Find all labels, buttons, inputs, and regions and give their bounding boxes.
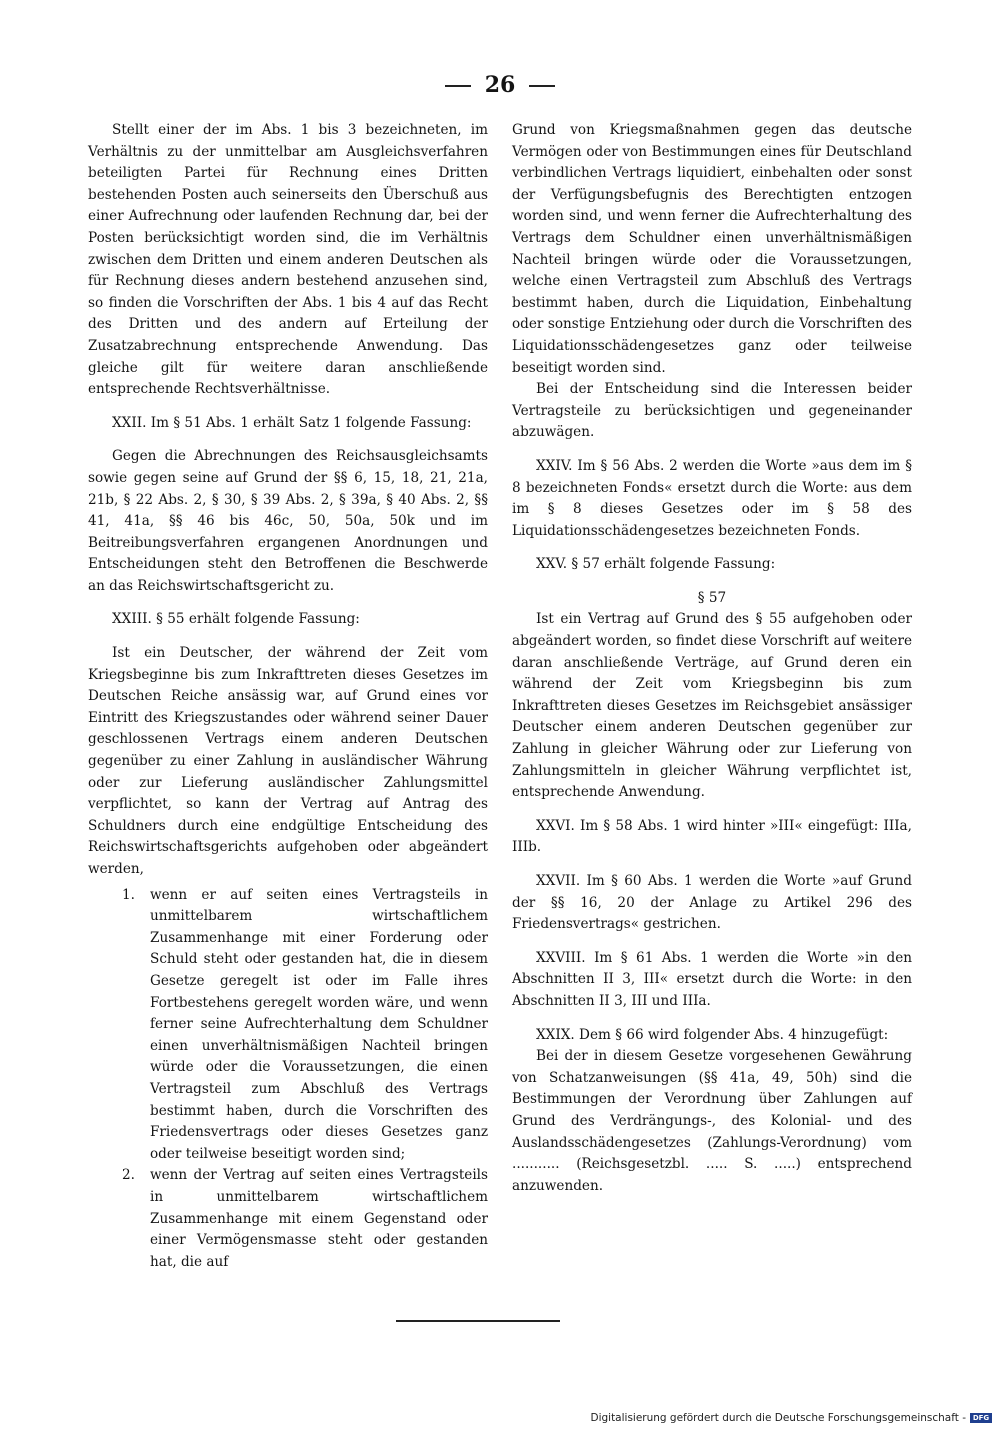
left-paragraph-1: Stellt einer der im Abs. 1 bis 3 bezeichneten, im Verhältnis zu der unmittelbar am Ausgleichsverfahren beteiligten Partei für Rechnung eines Dritten bestehenden Posten auch seinerseits den Überschuß aus einer Aufrechnung oder laufenden Rechnung dar, bei der Posten berücksichtigt worden sind, die im Verhältnis zwischen dem Dritten und einem anderen Deutschen als für Rechnung dieses andern bestehend anzusehen sind, so finden die Vorschriften der Abs. 1 bis 4 auf das Recht des Dritten und des andern auf Erteilung der Zusatzabrechnung entsprechende Anwendung. Das gleiche gilt für weitere daran anschließende entsprechende Rechtsverhältnisse. — [88, 122, 488, 398]
section-xxvii: XXVII. Im § 60 Abs. 1 werden die Worte »auf Grund der §§ 16, 20 der Anlage zu Artikel 296 des Friedensvertrags« gestrichen. — [512, 873, 912, 933]
section-xxix-heading: XXIX. Dem § 66 wird folgender Abs. 4 hinzugefügt: — [536, 1026, 889, 1043]
digitization-footer — [560, 1412, 992, 1424]
page-number-value: 26 — [484, 72, 516, 98]
list-item-text: wenn er auf seiten eines Vertragsteils in unmittelbarem wirtschaftlichem Zusammenhange mit einer Forderung oder Schuld steht oder gestanden hat, die in diesem Gesetze geregelt ist oder im Falle ihres Fortbestehens geregelt worden wäre, und wenn ferner seine Aufrechterhaltung dem Schuldner einen unverhältnismäßigen Nachteil bringen würde oder die Voraussetzungen, die einen Vertragsteil zum Abschluß des Vertrags bestimmt haben, durch die Vorschriften des Friedensvertrags oder dieses Gesetzes ganz oder teilweise beseitigt worden sind; — [150, 886, 488, 1162]
footer-text: Digitalisierung gefördert durch die Deutsche Forschungsgemeinschaft - — [590, 1412, 966, 1424]
paragraph-57-text: Ist ein Vertrag auf Grund des § 55 aufgehoben oder abgeändert worden, so findet diese Vorschrift auf weitere daran anschließende Verträge, auf Grund deren ein während der Zeit vom Kriegsbeginn bis zum Inkrafttreten dieses Gesetzes im Reichsgebiet ansässiger Deutscher einem anderen Deutschen gegenüber zur Zahlung in gleicher Währung oder zur Lieferung von Zahlungsmitteln in gleicher Währung verpflichtet ist, entsprechende Anwendung. — [512, 611, 912, 801]
list-item — [122, 1165, 488, 1273]
condition-list — [122, 885, 488, 1274]
section-xxii-heading: XXII. Im § 51 Abs. 1 erhält Satz 1 folgende Fassung: — [112, 414, 472, 431]
list-item — [122, 885, 488, 1166]
section-xxix-text: Bei der in diesem Gesetze vorgesehenen Gewährung von Schatzanweisungen (§§ 41a, 49, 50h) sind die Bestimmungen der Verordnung über Zahlungen auf Grund des Verdrängungs-, des Kolonial- und des Auslandsschädengesetzes (Zahlungs-Verordnung) vom ........... (Reichsgesetzbl. ..... S. .....) entsprechend anzuwenden. — [512, 1048, 912, 1194]
section-xxii-text: Gegen die Abrechnungen des Reichsausgleichsamts sowie gegen seine auf Grund der §§ 6, 15, 18, 21, 21a, 21b, § 22 Abs. 2, § 30, § 39 Abs. 2, § 39a, § 40 Abs. 2, §§ 41, 41a, §§ 46 bis 46c, 50, 50a, 50k und im Beitreibungsverfahren ergangenen Anordnungen und Entscheidungen steht den Betroffenen die Beschwerde an das Reichswirtschaftsgericht zu. — [88, 448, 488, 594]
right-column — [512, 120, 912, 1197]
left-column — [88, 120, 488, 1273]
section-xxviii: XXVIII. Im § 61 Abs. 1 werden die Worte »in den Abschnitten II 3, III« ersetzt durch die Worte: in den Abschnitten II 3, III und IIIa. — [512, 949, 912, 1009]
page-number-dash-right — [529, 85, 555, 87]
section-xxv-heading: XXV. § 57 erhält folgende Fassung: — [536, 556, 776, 573]
right-paragraph-2: Bei der Entscheidung sind die Interessen beider Vertragsteile zu berücksichtigen und gegeneinander abzuwägen. — [512, 381, 912, 441]
section-xxvi: XXVI. Im § 58 Abs. 1 wird hinter »III« eingefügt: IIIa, IIIb. — [512, 817, 912, 856]
section-xxiii-heading: XXIII. § 55 erhält folgende Fassung: — [112, 611, 360, 628]
right-paragraph-1: Grund von Kriegsmaßnahmen gegen das deutsche Vermögen oder von Bestimmungen eines für Deutschland verbindlichen Vertrags liquidiert, einbehalten oder sonst der Verfügungsbefugnis des Berechtigten entzogen worden sind, und wenn ferner die Aufrechterhaltung des Vertrags dem Schuldner einen unverhältnismäßigen Nachteil bringen würde oder die Voraussetzungen, welche einen Vertragsteil zum Abschluß des Vertrags bestimmt haben, durch die Liquidation, Einbehaltung oder sonstige Entziehung oder durch die Vorschriften des Liquidationsschädengesetzes ganz oder teilweise beseitigt worden sind. — [512, 122, 912, 376]
end-rule — [396, 1320, 560, 1322]
list-item-number: 2. — [122, 1167, 135, 1184]
paragraph-57-title: § 57 — [697, 589, 727, 606]
dfg-logo: DFG — [970, 1413, 992, 1423]
section-xxiii-text: Ist ein Deutscher, der während der Zeit vom Kriegsbeginne bis zum Inkrafttreten dieses Gesetzes im Deutschen Reiche ansässig war, auf Grund eines vor Eintritt des Kriegszustandes oder während seiner Dauer geschlossenen Vertrags einem anderen Deutschen gegenüber zu einer Zahlung in ausländischer Währung oder zur Lieferung ausländischer Zahlungsmittel verpflichtet, so kann der Vertrag auf Antrag des Schuldners durch eine endgültige Entscheidung des Reichswirtschaftsgerichts aufgehoben oder abgeändert werden, — [88, 645, 488, 877]
list-item-number: 1. — [122, 886, 135, 903]
list-item-text: wenn der Vertrag auf seiten eines Vertragsteils in unmittelbarem wirtschaftlichem Zusammenhange mit einem Gegenstand oder einer Vermögensmasse steht oder gestanden hat, die auf — [150, 1167, 488, 1270]
page-number-dash-left — [445, 85, 471, 87]
page-number — [0, 72, 1000, 98]
section-xxiv: XXIV. Im § 56 Abs. 2 werden die Worte »aus dem im § 8 bezeichneten Fonds« ersetzt durch die Worte: aus dem im § 8 dieses Gesetzes oder im § 58 des Liquidationsschädengesetzes bezeichneten Fonds. — [512, 457, 912, 539]
